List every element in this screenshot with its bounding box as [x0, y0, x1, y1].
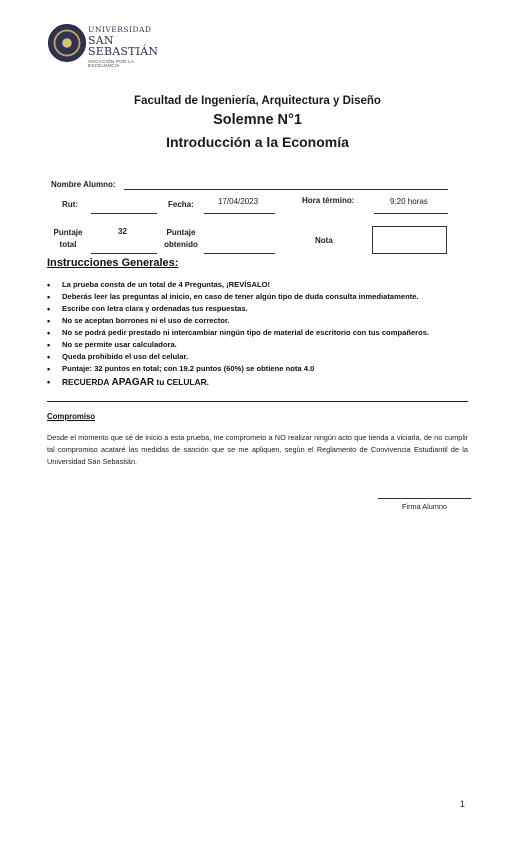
obtained-score-label-line-2: obtenido [164, 240, 198, 249]
logo-tagline: VOCACIÓN POR LA EXCELENCIA [88, 58, 135, 68]
reminder-prefix: RECUERDA [62, 377, 112, 387]
instruction-item: • La prueba consta de un total de 4 Preguntas, ¡REVÍSALO! [47, 279, 487, 291]
instruction-item: • Escribe con letra clara y ordenadas tus respuestas. [47, 303, 487, 315]
date-value: 17/04/2023 [218, 197, 259, 206]
signature-field[interactable] [378, 498, 471, 499]
end-time-label: Hora término: [302, 196, 355, 205]
rut-label: Rut: [62, 200, 78, 209]
instruction-item: • Puntaje: 32 puntos en total; con 19.2 puntos (60%) se obtiene nota 4.0 [47, 363, 487, 375]
signature-label: Firma Alumno [401, 502, 447, 511]
instruction-item: • Deberás leer las preguntas al inicio, en caso de tener algún tipo de duda consulta inmediatamente. [47, 291, 487, 303]
logo-line-1: UNIVERSIDAD [88, 25, 152, 34]
section-divider [47, 401, 468, 402]
logo-text [88, 26, 160, 69]
university-logo [48, 24, 160, 68]
instruction-item: • No se permite usar calculadora. [47, 339, 487, 351]
obtained-score-label-line-1: Puntaje [166, 228, 196, 237]
commitment-title: Compromiso [47, 412, 96, 421]
course-title: Introducción a la Economía [166, 134, 349, 150]
date-label: Fecha: [168, 200, 194, 209]
reminder-emphasis: APAGAR [111, 377, 155, 388]
instructions-list [47, 279, 487, 389]
total-score-label [52, 227, 84, 251]
total-score-field [91, 253, 157, 254]
instruction-item: • Queda prohibido el uso del celular. [47, 351, 487, 363]
logo-line-2: SAN SEBASTIÁN [88, 33, 159, 58]
university-seal-icon [48, 24, 86, 62]
total-score-label-line-2: total [59, 240, 77, 249]
total-score-value: 32 [118, 227, 127, 236]
date-field[interactable] [204, 213, 275, 214]
exam-title: Solemne N°1 [213, 112, 302, 128]
grade-label: Nota [315, 236, 333, 245]
page-number: 1 [460, 799, 466, 809]
end-time-field[interactable] [374, 213, 448, 214]
reminder-suffix: tu CELULAR. [154, 377, 209, 387]
rut-field[interactable] [91, 213, 157, 214]
instruction-item: • No se podrá pedir prestado ni intercambiar ningún tipo de material de escritorio con tus compañeros. [47, 327, 487, 339]
total-score-label-line-1: Puntaje [53, 228, 83, 237]
grade-box[interactable] [372, 226, 447, 254]
commitment-text: Desde el momento que sé de inicio a esta prueba, me comprometo a NO realizar ningún acto que tienda a viciarla, de no cumplir tal compromiso acataré las medidas de sanción que se me apliquen, según el Reglamento de Convivencia Estudiantil de la Universidad San Sebastián. [47, 433, 468, 466]
faculty-title: Facultad de Ingeniería, Arquitectura y Diseño [134, 95, 381, 107]
student-name-label: Nombre Alumno: [51, 180, 116, 189]
instruction-item-reminder [47, 375, 487, 389]
obtained-score-field[interactable] [204, 253, 275, 254]
obtained-score-label [162, 227, 200, 251]
student-name-field[interactable] [124, 189, 448, 190]
end-time-value: 9:20 horas [390, 197, 428, 206]
instructions-title: Instrucciones Generales: [47, 257, 179, 269]
instruction-item: • No se aceptan borrones ni el uso de corrector. [47, 315, 487, 327]
